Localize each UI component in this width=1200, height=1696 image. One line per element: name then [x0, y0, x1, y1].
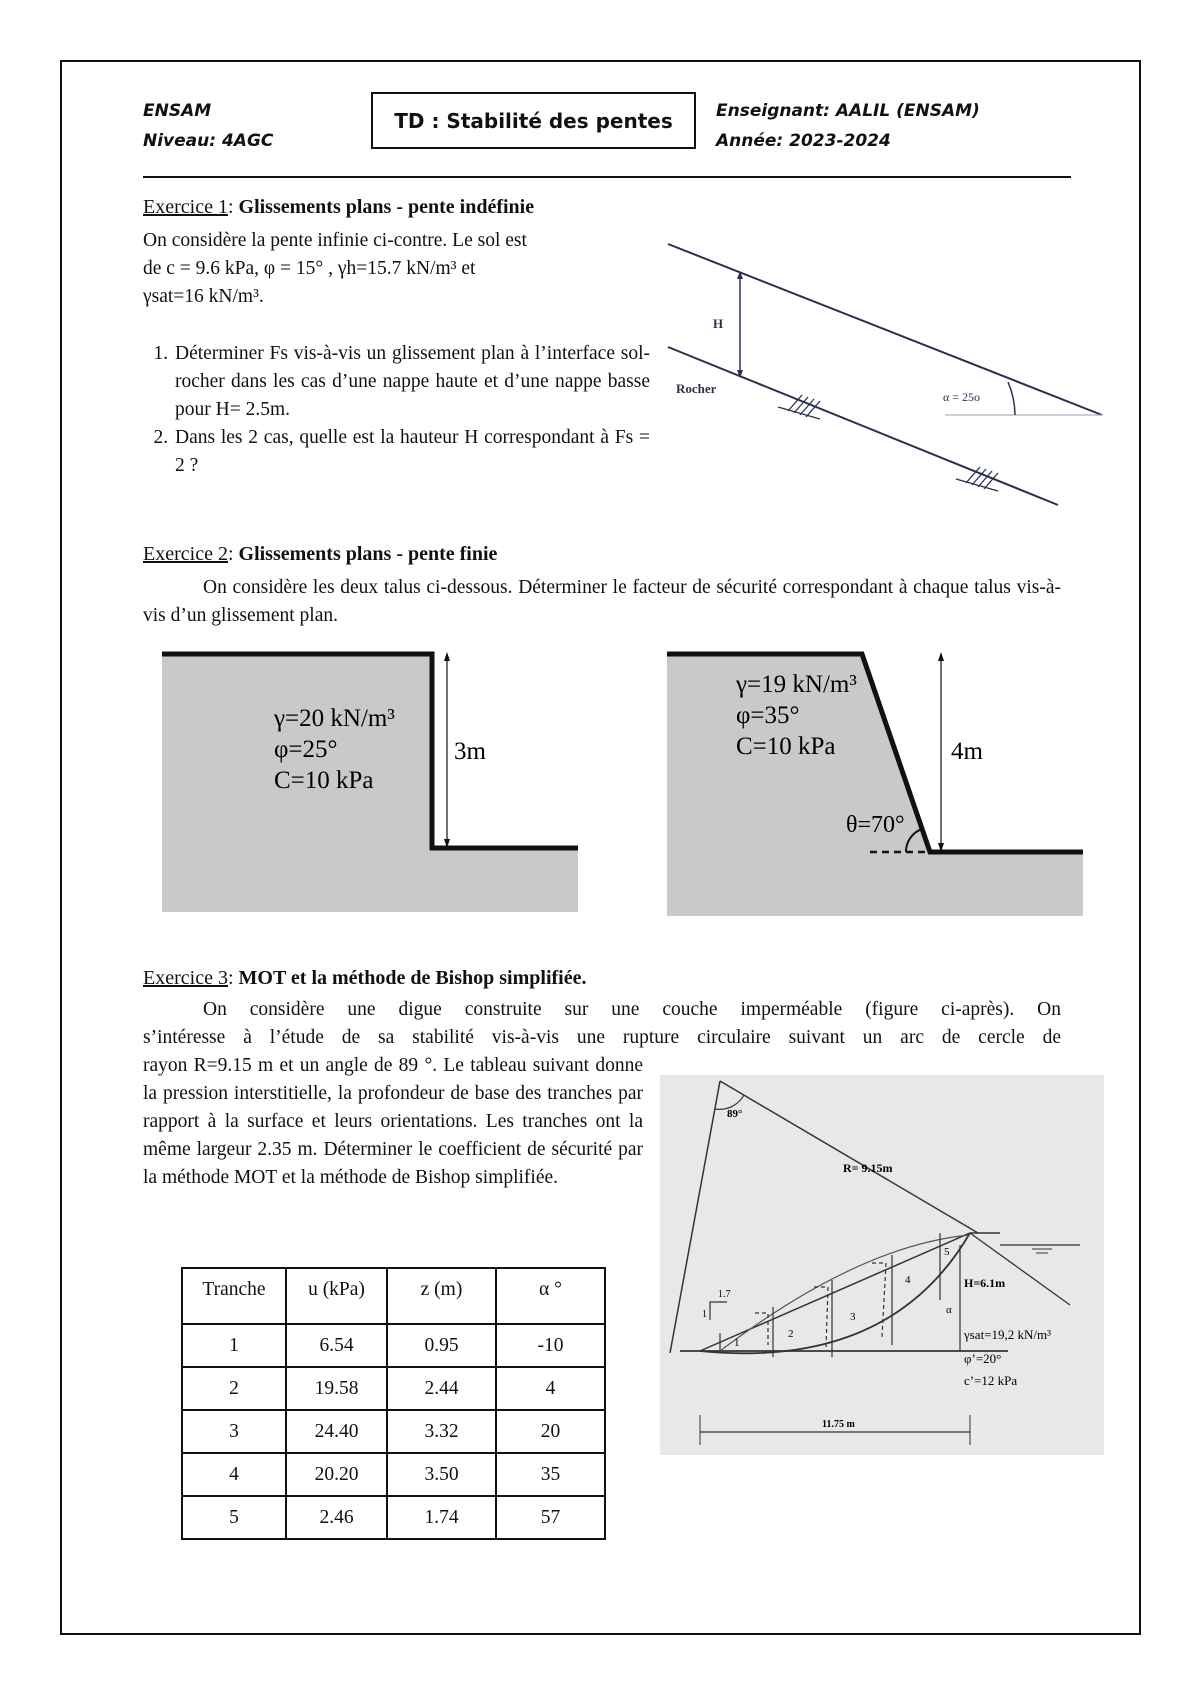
- table-cell: 3.32: [387, 1410, 496, 1453]
- table-cell: 1: [182, 1324, 286, 1367]
- table-cell: 20: [496, 1410, 605, 1453]
- height-label-a: 3m: [454, 738, 486, 765]
- gamma-sat-label: γsat=19,2 kN/m³: [964, 1327, 1052, 1342]
- table-cell: 2: [182, 1367, 286, 1410]
- ex2-heading: Glissements plans - pente finie: [238, 543, 498, 565]
- ex3-text-rest: rayon R=9.15 m et un angle de 89 °. Le tableau suivant donne la pression interstitielle, la profondeur de base des tranches par rapport à la surface et leurs orientations. Les tranches ont la même largeur 2.35 m. Déterminer le coefficient de sécurité par la méthode MOT et la méthode de Bishop simplifiée.: [143, 1055, 643, 1188]
- ex1-intro-line1: On considère la pente infinie ci-contre. Le sol est: [143, 230, 527, 251]
- rock-label: Rocher: [676, 381, 717, 396]
- school-name: ENSAM: [143, 101, 212, 121]
- ex3-heading: MOT et la méthode de Bishop simplifiée.: [238, 967, 587, 989]
- table-cell: 3: [182, 1410, 286, 1453]
- slice-number: 1: [734, 1337, 740, 1349]
- table-cell: 57: [496, 1496, 605, 1539]
- year-label: Année: 2023-2024: [716, 131, 891, 151]
- table-header-cell: u (kPa): [286, 1268, 387, 1324]
- ex3-text-line1: On considère une digue construite sur une couche imperméable (figure ci-après). On: [203, 999, 1061, 1020]
- header-right: [716, 96, 980, 156]
- ex1-figure-infinite-slope: [660, 235, 1110, 510]
- alpha-label: α: [946, 1304, 952, 1316]
- table-cell: 6.54: [286, 1324, 387, 1367]
- table-cell: 0.95: [387, 1324, 496, 1367]
- table-header-cell: α °: [496, 1268, 605, 1324]
- slope-ratio-one: 1: [702, 1309, 707, 1320]
- ex1-label: Exercice 1: [143, 196, 228, 218]
- rock-interface-line: [668, 347, 1058, 505]
- height-label: H: [713, 316, 724, 331]
- ex3-figure-dam: [660, 1075, 1104, 1455]
- slice-number: 4: [905, 1274, 911, 1286]
- slice-number: 5: [944, 1246, 950, 1258]
- phi-prime-label: φ’=20°: [964, 1351, 1002, 1366]
- slices-table: [181, 1267, 606, 1540]
- table-row: [182, 1367, 605, 1410]
- ex1-intro-line3: γsat=16 kN/m³.: [143, 286, 264, 307]
- ex3-text-line2: s’intéresse à l’étude de sa stabilité vis-à-vis une rupture circulaire suivant un arc de cercle de: [143, 1027, 1061, 1048]
- ex1-questions: [143, 340, 650, 480]
- teacher-label: Enseignant: AALIL (ENSAM): [716, 101, 980, 121]
- dam-height-label: H=6.1m: [964, 1276, 1006, 1290]
- table-cell: 2.44: [387, 1367, 496, 1410]
- ex2-title: Exercice 2: Glissements plans - pente finie: [143, 543, 498, 565]
- ex3-label: Exercice 3: [143, 967, 228, 989]
- ex1-question-1: 1. Déterminer Fs vis-à-vis un glissement plan à l’interface sol-rocher dans les cas d’une nappe haute et d’une nappe basse pour H= 2.5m.: [173, 340, 650, 424]
- height-label-b: 4m: [951, 738, 983, 765]
- table-cell: 24.40: [286, 1410, 387, 1453]
- doc-title: TD : Stabilité des pentes: [371, 92, 696, 149]
- table-row: [182, 1496, 605, 1539]
- slice-number: 2: [788, 1328, 794, 1340]
- slice-number: 3: [850, 1311, 856, 1323]
- radius-label: R= 9.15m: [843, 1161, 893, 1175]
- ex2-figure-inclined-slope: [665, 648, 1095, 918]
- gamma-label-a: γ=20 kN/m³: [274, 705, 395, 732]
- center-angle-label: 89°: [727, 1108, 743, 1120]
- theta-label: θ=70°: [846, 812, 905, 838]
- table-cell: 4: [182, 1453, 286, 1496]
- table-cell: 5: [182, 1496, 286, 1539]
- table-cell: 3.50: [387, 1453, 496, 1496]
- table-cell: -10: [496, 1324, 605, 1367]
- table-row: [182, 1453, 605, 1496]
- table-cell: 4: [496, 1367, 605, 1410]
- table-header-cell: Tranche: [182, 1268, 286, 1324]
- ex1-question-2: 2. Dans les 2 cas, quelle est la hauteur H correspondant à Fs = 2 ?: [173, 424, 650, 480]
- ex1-title: Exercice 1: Glissements plans - pente indéfinie: [143, 196, 535, 218]
- ex2-text: On considère les deux talus ci-dessous. Déterminer le facteur de sécurité correspondant à chaque talus vis-à-vis d’un glissement plan.: [143, 577, 1061, 626]
- cohesion-label-b: C=10 kPa: [736, 733, 836, 760]
- phi-label-a: φ=25°: [274, 736, 338, 763]
- gamma-label-b: γ=19 kN/m³: [736, 671, 857, 698]
- ex3-title: Exercice 3: MOT et la méthode de Bishop simplifiée.: [143, 967, 587, 989]
- header-left: [143, 96, 273, 156]
- header-rule: [143, 176, 1071, 178]
- table-header-row: [182, 1268, 605, 1324]
- level-label: Niveau: 4AGC: [143, 131, 274, 151]
- ex1-intro-line2: de c = 9.6 kPa, φ = 15° , γh=15.7 kN/m³ et: [143, 258, 476, 279]
- table-row: [182, 1410, 605, 1453]
- width-label: 11.75 m: [822, 1419, 855, 1430]
- angle-arc: [1008, 382, 1015, 415]
- ground-surface-line: [668, 244, 1102, 415]
- table-cell: 35: [496, 1453, 605, 1496]
- table-cell: 20.20: [286, 1453, 387, 1496]
- ex1-intro: [143, 227, 653, 311]
- table-cell: 2.46: [286, 1496, 387, 1539]
- cohesion-label-a: C=10 kPa: [274, 767, 374, 794]
- ex2-label: Exercice 2: [143, 543, 228, 565]
- ex2-figure-vertical-slope: [160, 648, 590, 918]
- table-cell: 1.74: [387, 1496, 496, 1539]
- table-header-cell: z (m): [387, 1268, 496, 1324]
- angle-label: α = 25o: [943, 390, 981, 404]
- c-prime-label: c’=12 kPa: [964, 1373, 1018, 1388]
- table-row: [182, 1324, 605, 1367]
- slope-ratio-label: 1.7: [718, 1289, 731, 1300]
- phi-label-b: φ=35°: [736, 702, 800, 729]
- ex1-heading: Glissements plans - pente indéfinie: [238, 196, 535, 218]
- figure-background: [660, 1075, 1104, 1455]
- table-cell: 19.58: [286, 1367, 387, 1410]
